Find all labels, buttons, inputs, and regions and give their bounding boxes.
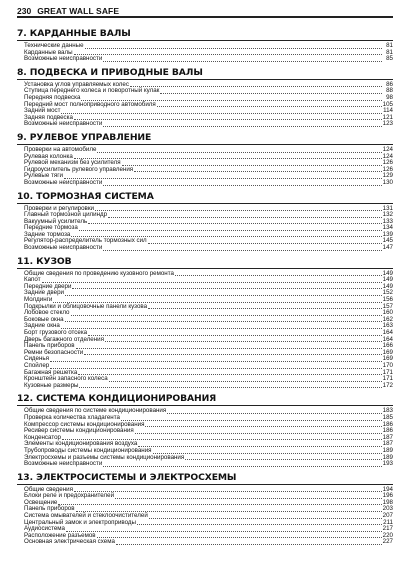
entry-label: Рулевые тяги (24, 172, 63, 180)
entry-label: Борт грузового отсека (24, 329, 88, 336)
entry-page-number: 124 (382, 145, 393, 153)
dot-leader (122, 160, 382, 166)
entry-label: Лобовое стекло (24, 309, 70, 317)
entry-label: Возможные неисправности (24, 244, 103, 252)
section-title: 8. ПОДВЕСКА И ПРИВОДНЫЕ ВАЛЫ (17, 67, 393, 80)
toc-entry (17, 383, 393, 390)
entry-page-number: 186 (382, 427, 393, 435)
toc-section (17, 472, 393, 546)
entry-label: Элементы кондиционирования воздуха (24, 440, 138, 448)
entry-page-number: 130 (382, 178, 393, 186)
dot-leader (97, 147, 381, 153)
entry-page-number: 152 (382, 289, 393, 297)
dot-leader (157, 101, 382, 107)
dot-leader (138, 441, 381, 447)
table-of-contents (17, 28, 393, 546)
entry-label: Панель приборов (24, 505, 75, 513)
toc-section (17, 67, 393, 128)
dot-leader (65, 316, 382, 322)
entry-page-number: 126 (382, 165, 393, 173)
entry-label: Задние тормоза (24, 230, 71, 238)
entry-label: Подкрылки и облицовочные панели кузова (24, 302, 148, 310)
entry-page-number: 131 (382, 204, 393, 212)
entry-page-number: 220 (382, 531, 393, 539)
entry-label: Гидроусилитель рулевого управления (24, 165, 134, 173)
dot-leader (42, 277, 382, 283)
entry-label: Панель приборов (24, 342, 75, 350)
dot-leader (153, 448, 382, 454)
entry-page-number: 198 (382, 498, 393, 506)
entry-label: Расположение разъемов (24, 531, 96, 539)
dot-leader (61, 108, 382, 114)
entry-page-number: 183 (382, 407, 393, 415)
dot-leader (134, 166, 382, 172)
entry-label: Рулевой механизм без усилителя (24, 159, 121, 167)
entry-page-number: 169 (382, 355, 393, 363)
entry-label: Кронштейн запасного колеса (24, 375, 108, 383)
toc-section (17, 28, 393, 63)
entry-label: Проверка количества хладагента (24, 413, 120, 421)
dot-leader (88, 330, 382, 336)
dot-leader (64, 173, 382, 179)
entry-page-number: 196 (382, 492, 393, 500)
entry-label: Кузовные размеры (24, 381, 79, 389)
entry-label: Сиденья (24, 355, 49, 363)
entry-label: Блоки реле и предохранителей (24, 492, 115, 500)
entry-page-number: 169 (382, 348, 393, 356)
toc-section (17, 256, 393, 390)
entry-label: Конденсатор (24, 433, 61, 441)
entry-label: Электросхемы и разъемы системы кондиционирования (24, 453, 185, 461)
entry-label: Задние окна (24, 322, 60, 330)
toc-entry (17, 180, 393, 187)
toc-entry (17, 56, 393, 63)
entry-page-number: 145 (382, 237, 393, 245)
dot-leader (58, 499, 381, 505)
dot-leader (95, 205, 382, 211)
entry-label: Компрессор системы кондиционирования (24, 420, 145, 428)
entry-label: Боковые окна (24, 315, 64, 323)
dot-leader (167, 408, 381, 414)
toc-section (17, 132, 393, 187)
dot-leader (137, 519, 382, 525)
dot-leader (74, 49, 382, 55)
entry-label: Общие сведения (24, 485, 73, 493)
toc-entry (17, 245, 393, 252)
entry-label: Ресивер системы кондиционирования (24, 427, 134, 435)
page-number: 230 (17, 5, 32, 16)
entry-page-number: 189 (382, 453, 393, 461)
book-title: GREAT WALL SAFE (37, 5, 120, 16)
dot-leader (121, 415, 382, 421)
entry-page-number: 186 (382, 420, 393, 428)
dot-leader (71, 310, 382, 316)
dot-leader (85, 43, 382, 49)
entry-page-number: 147 (382, 244, 393, 252)
entry-label: Передние тормоза (24, 224, 78, 232)
dot-leader (81, 95, 382, 101)
entry-label: Общие сведения по системе кондиционирования (24, 407, 167, 415)
dot-leader (116, 539, 382, 545)
entry-label: Вакуумный усилитель (24, 217, 88, 225)
dot-leader (109, 376, 382, 382)
entry-label: Задняя подвеска (24, 113, 73, 121)
entry-label: Система омывателей и стеклоочистителей (24, 512, 148, 520)
entry-page-number: 217 (382, 525, 393, 533)
entry-label: Молдинги (24, 296, 53, 304)
entry-label: Ступица переднего колеса и поворотный кулак (24, 87, 160, 95)
entry-page-number: 193 (382, 460, 393, 468)
dot-leader (88, 218, 381, 224)
entry-label: Спойлер (24, 361, 50, 369)
entry-label: Главный тормозной цилиндр (24, 211, 108, 219)
entry-page-number: 164 (382, 329, 393, 336)
entry-label: Задние двери (24, 289, 64, 297)
header-rule (17, 16, 393, 18)
dot-leader (149, 513, 382, 519)
dot-leader (103, 56, 382, 62)
entry-label: Центральный замок и электроприводы (24, 518, 136, 526)
entry-label: Общие сведения по проведению кузовного ремонта (24, 269, 174, 277)
entry-page-number: 166 (382, 342, 393, 350)
dot-leader (50, 356, 382, 362)
dot-leader (65, 290, 382, 296)
entry-page-number: 160 (382, 309, 393, 317)
dot-leader (130, 81, 382, 87)
dot-leader (76, 343, 382, 349)
entry-page-number: 170 (382, 361, 393, 369)
dot-leader (74, 486, 382, 492)
dot-leader (115, 493, 382, 499)
dot-leader (66, 526, 382, 532)
entry-page-number: 105 (382, 100, 393, 108)
entry-page-number: 149 (382, 276, 393, 284)
entry-page-number: 129 (382, 172, 393, 180)
entry-label: Дверь багажного отделения (24, 335, 104, 343)
entry-label: Капот (24, 276, 41, 284)
entry-label: Рулевая колонка (24, 152, 73, 160)
entry-page-number: 156 (382, 296, 393, 304)
toc-section (17, 191, 393, 252)
entry-page-number: 121 (382, 113, 393, 121)
entry-page-number: 98 (386, 93, 393, 101)
entry-label: Возможные неисправности (24, 178, 103, 186)
entry-label: Проверки и регулировки (24, 204, 94, 212)
entry-page-number: 171 (382, 375, 393, 383)
dot-leader (71, 231, 381, 237)
entry-label: Передние двери (24, 282, 72, 290)
entry-page-number: 211 (383, 518, 393, 526)
dot-leader (160, 88, 382, 94)
entry-page-number: 149 (382, 282, 393, 290)
dot-leader (79, 382, 381, 388)
entry-page-number: 162 (382, 315, 393, 323)
dot-leader (148, 303, 382, 309)
section-title: 9. РУЛЕВОЕ УПРАВЛЕНИЕ (17, 132, 393, 145)
dot-leader (135, 428, 382, 434)
entry-label: Трубопроводы системы кондиционирования (24, 446, 152, 454)
dot-leader (185, 454, 381, 460)
entry-page-number: 203 (382, 505, 393, 513)
toc-section (17, 393, 393, 467)
entry-label: Основная электрическая схема (24, 538, 115, 546)
toc-entry (17, 461, 393, 468)
dot-leader (175, 270, 382, 276)
entry-page-number: 81 (386, 42, 393, 49)
toc-entry (17, 121, 393, 128)
entry-label: Технические данные (24, 42, 84, 49)
dot-leader (72, 283, 381, 289)
entry-label: Аудиосистема (24, 525, 65, 533)
dot-leader (103, 180, 381, 186)
entry-label: Ремни безопасности (24, 348, 84, 356)
entry-label: Возможные неисправности (24, 55, 103, 63)
dot-leader (53, 297, 381, 303)
entry-page-number: 207 (382, 512, 393, 520)
entry-page-number: 85 (386, 55, 393, 63)
entry-label: Карданные валы (24, 48, 73, 56)
entry-page-number: 132 (382, 211, 393, 219)
dot-leader (50, 363, 381, 369)
entry-label: Передняя подвеска (24, 93, 81, 101)
dot-leader (97, 532, 382, 538)
entry-page-number: 187 (382, 440, 393, 448)
dot-leader (145, 421, 381, 427)
dot-leader (148, 238, 382, 244)
entry-page-number: 189 (382, 446, 393, 454)
dot-leader (61, 323, 382, 329)
entry-label: Передний мост полноприводного автомобиля (24, 100, 156, 108)
entry-label: Освещение (24, 498, 58, 506)
entry-label: Установка углов управляемых колес (24, 80, 129, 88)
dot-leader (103, 461, 381, 467)
section-title: 11. КУЗОВ (17, 256, 393, 269)
entry-label: Возможные неисправности (24, 120, 103, 128)
dot-leader (74, 114, 382, 120)
dot-leader (103, 121, 381, 127)
dot-leader (108, 212, 382, 218)
entry-page-number: 227 (382, 538, 393, 546)
toc-entry (17, 539, 393, 546)
entry-page-number: 81 (386, 48, 393, 56)
section-title: 7. КАРДАННЫЕ ВАЛЫ (17, 28, 393, 41)
section-title: 13. ЭЛЕКТРОСИСТЕМЫ И ЭЛЕКТРОСХЕМЫ (17, 472, 393, 485)
dot-leader (103, 245, 381, 251)
dot-leader (76, 506, 382, 512)
entry-page-number: 86 (386, 80, 393, 88)
entry-page-number: 171 (382, 368, 393, 376)
entry-label: Багажная решетка (24, 368, 78, 376)
entry-page-number: 163 (382, 322, 393, 330)
entry-page-number: 149 (382, 269, 393, 277)
section-title: 10. ТОРМОЗНАЯ СИСТЕМА (17, 191, 393, 204)
entry-page-number: 126 (382, 159, 393, 167)
entry-page-number: 134 (382, 224, 393, 232)
dot-leader (62, 434, 382, 440)
entry-label: Возможные неисправности (24, 460, 103, 468)
dot-leader (105, 336, 382, 342)
entry-page-number: 114 (383, 107, 393, 115)
entry-page-number: 88 (386, 87, 393, 95)
entry-label: Задний мост (24, 107, 61, 115)
dot-leader (79, 225, 382, 231)
entry-label: Регулятор-распределитель тормозных сил (24, 237, 147, 245)
entry-page-number: 123 (382, 120, 393, 128)
section-title: 12. СИСТЕМА КОНДИЦИОНИРОВАНИЯ (17, 393, 393, 406)
entry-page-number: 139 (382, 230, 393, 238)
entry-label: Проверки на автомобиле (24, 145, 97, 153)
entry-page-number: 157 (382, 302, 393, 310)
entry-page-number: 194 (382, 485, 393, 493)
entry-page-number: 172 (382, 381, 393, 389)
entry-page-number: 164 (382, 335, 393, 343)
entry-page-number: 133 (382, 217, 393, 225)
entry-page-number: 187 (382, 433, 393, 441)
entry-page-number: 185 (382, 413, 393, 421)
entry-page-number: 124 (382, 152, 393, 160)
dot-leader (84, 349, 381, 355)
dot-leader (78, 369, 381, 375)
dot-leader (74, 153, 382, 159)
